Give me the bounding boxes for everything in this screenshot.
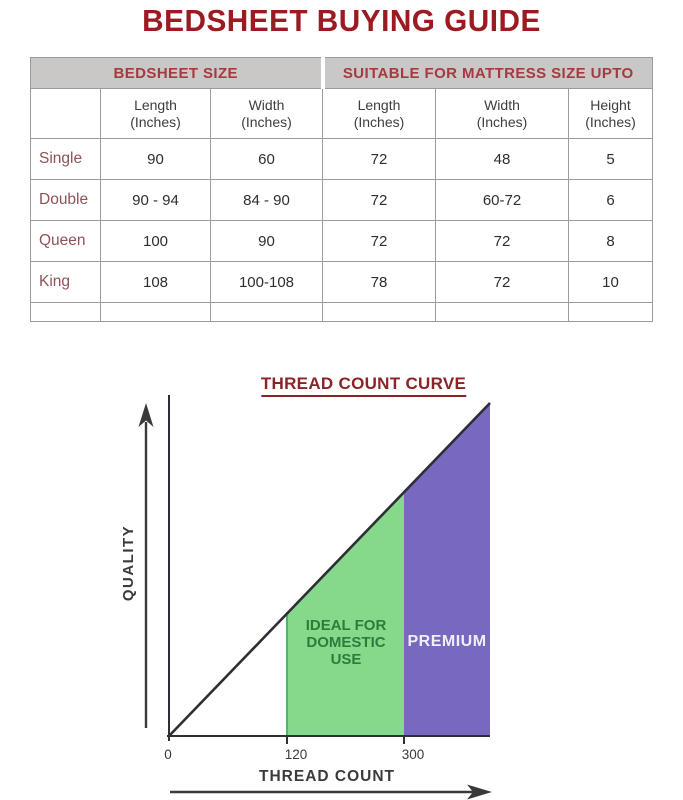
row-label: King	[31, 262, 101, 303]
cell-bedsheet-width: 90	[211, 221, 323, 262]
cell-mattress-length: 72	[323, 221, 436, 262]
region-ideal-label-line2: DOMESTIC	[306, 634, 386, 651]
table-row-queen	[31, 221, 653, 262]
col-header-bedsheet-width	[211, 89, 323, 139]
row-label: Queen	[31, 221, 101, 262]
cell-bedsheet-width: 100-108	[211, 262, 323, 303]
col-header-bedsheet-length	[101, 89, 211, 139]
thread-count-chart	[0, 370, 683, 800]
cell-bedsheet-length: 108	[101, 262, 211, 303]
cell-mattress-length: 72	[323, 139, 436, 180]
col-header-mattress-height	[569, 89, 653, 139]
group-header-row	[31, 58, 653, 89]
cell-mattress-width: 48	[436, 139, 569, 180]
cell-mattress-height: 10	[569, 262, 653, 303]
thread-count-chart-canvas	[0, 370, 683, 800]
bedsheet-size-table	[30, 57, 653, 322]
table-row-empty	[31, 303, 653, 322]
x-tick-label-0: 0	[164, 747, 172, 762]
chart-title: THREAD COUNT CURVE	[261, 374, 466, 397]
group-header-mattress-size: SUITABLE FOR MATTRESS SIZE UPTO	[323, 58, 653, 89]
cell-bedsheet-width: 84 - 90	[211, 180, 323, 221]
col-header-line2: (Inches)	[130, 113, 181, 130]
x-tick-label-300: 300	[401, 747, 425, 762]
col-header-line1: Height	[590, 96, 631, 113]
col-header-line2: (Inches)	[585, 113, 636, 130]
corner-cell	[31, 89, 101, 139]
table-row-single	[31, 139, 653, 180]
col-header-line1: Width	[248, 96, 285, 113]
region-premium-label: PREMIUM	[407, 633, 487, 650]
cell-mattress-height: 8	[569, 221, 653, 262]
cell-mattress-width: 72	[436, 262, 569, 303]
region-ideal-label-line1: IDEAL FOR	[305, 617, 387, 634]
group-header-bedsheet-size: BEDSHEET SIZE	[31, 58, 323, 89]
region-ideal-label-line3: USE	[330, 651, 362, 668]
col-header-line2: (Inches)	[353, 113, 405, 130]
column-header-row	[31, 89, 653, 139]
cell-mattress-width: 60-72	[436, 180, 569, 221]
col-header-line1: Length	[134, 96, 177, 113]
row-label: Single	[31, 139, 101, 180]
cell-mattress-length: 78	[323, 262, 436, 303]
y-axis-label: QUALITY	[120, 524, 137, 602]
table-row-king	[31, 262, 653, 303]
cell-bedsheet-length: 90	[101, 139, 211, 180]
region-premium	[404, 403, 490, 736]
cell-mattress-length: 72	[323, 180, 436, 221]
col-header-mattress-width	[436, 89, 569, 139]
cell-bedsheet-width: 60	[211, 139, 323, 180]
cell-mattress-width: 72	[436, 221, 569, 262]
col-header-line2: (Inches)	[241, 113, 292, 130]
row-label-empty	[31, 303, 101, 322]
table-row-double	[31, 180, 653, 221]
x-tick-label-120: 120	[284, 747, 308, 762]
cell-bedsheet-length: 100	[101, 221, 211, 262]
page-title: BEDSHEET BUYING GUIDE	[142, 3, 541, 38]
col-header-line1: Width	[484, 96, 520, 113]
cell-mattress-height: 6	[569, 180, 653, 221]
x-axis-label: THREAD COUNT	[259, 768, 395, 785]
row-label: Double	[31, 180, 101, 221]
col-header-line1: Length	[357, 96, 401, 113]
cell-mattress-height: 5	[569, 139, 653, 180]
col-header-line2: (Inches)	[476, 113, 528, 130]
cell-bedsheet-length: 90 - 94	[101, 180, 211, 221]
col-header-mattress-length	[323, 89, 436, 139]
region-ideal-domestic	[287, 492, 404, 736]
